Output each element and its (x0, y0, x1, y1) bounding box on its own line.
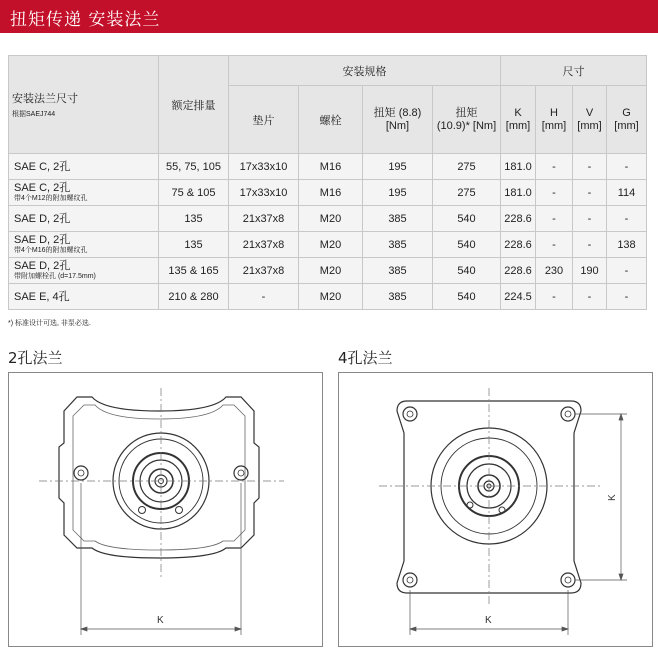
header-v (573, 86, 607, 154)
table-row (9, 258, 647, 284)
cell-displacement: 135 (159, 232, 229, 258)
cell-torque-109: 540 (433, 258, 501, 284)
header-flange-size-label: 安装法兰尺寸 (12, 93, 78, 105)
cell-torque-109: 540 (433, 232, 501, 258)
size-label: SAE D, 2孔 (14, 234, 71, 246)
cell-k: 181.0 (501, 180, 536, 206)
cell-shim: 21x37x8 (229, 232, 299, 258)
size-label: SAE E, 4孔 (14, 290, 70, 303)
size-note: 带附加螺栓孔 (d=17.5mm) (14, 273, 96, 280)
table-footnote: *) 标准设计可选, 非泵必选. (8, 320, 91, 327)
header-g-line1: G (622, 106, 631, 119)
cell-g: 138 (607, 232, 647, 258)
cell-v: - (573, 180, 607, 206)
cell-h: - (536, 154, 573, 180)
header-h-line2: [mm] (541, 119, 567, 132)
table-row (9, 154, 647, 180)
cell-g: - (607, 258, 647, 284)
header-bolt: 螺栓 (299, 86, 363, 154)
header-group-mounting: 安装规格 (229, 56, 501, 86)
dim-k-label-vertical: K (607, 494, 618, 501)
table-row (9, 206, 647, 232)
corner-hole-tr-icon (561, 407, 575, 421)
flange-inner-outline (73, 405, 245, 550)
header-torque-88 (363, 86, 433, 154)
cell-bolt: M20 (299, 206, 363, 232)
cell-bolt: M16 (299, 180, 363, 206)
cell-displacement: 75 & 105 (159, 180, 229, 206)
size-label: SAE C, 2孔 (14, 160, 71, 173)
corner-hole-bl-icon (403, 573, 417, 587)
cell-torque-109: 275 (433, 180, 501, 206)
header-torque-109 (433, 86, 501, 154)
header-flange-size (9, 56, 159, 154)
header-torque-88-line2: [Nm] (385, 119, 410, 132)
cell-shim: 21x37x8 (229, 206, 299, 232)
cell-k: 228.6 (501, 232, 536, 258)
bolt-hole-right-icon (234, 466, 248, 480)
cell-torque-109: 275 (433, 154, 501, 180)
cell-displacement: 135 & 165 (159, 258, 229, 284)
cell-bolt: M20 (299, 284, 363, 310)
cell-h: - (536, 284, 573, 310)
corner-hole-br-icon (561, 573, 575, 587)
cell-torque-88: 195 (363, 180, 433, 206)
cell-v: - (573, 284, 607, 310)
cell-torque-109: 540 (433, 206, 501, 232)
cell-k: 181.0 (501, 154, 536, 180)
cell-shim: 17x33x10 (229, 180, 299, 206)
cell-bolt: M16 (299, 154, 363, 180)
table-row (9, 284, 647, 310)
cell-torque-88: 385 (363, 206, 433, 232)
bolt-hole-left-icon (74, 466, 88, 480)
corner-hole-tl-icon (403, 407, 417, 421)
cell-shim: - (229, 284, 299, 310)
header-h (536, 86, 573, 154)
header-h-line1: H (550, 106, 558, 119)
table-row (9, 180, 647, 206)
cell-shim: 17x33x10 (229, 154, 299, 180)
cell-displacement: 55, 75, 105 (159, 154, 229, 180)
cell-h: - (536, 206, 573, 232)
cell-h: - (536, 232, 573, 258)
flange-spec-table (8, 55, 647, 310)
cell-size (9, 180, 159, 206)
cell-h: - (536, 180, 573, 206)
cell-bolt: M20 (299, 258, 363, 284)
size-label: SAE D, 2孔 (14, 212, 71, 225)
two-hole-flange-svg (9, 373, 324, 648)
cell-torque-88: 385 (363, 258, 433, 284)
table-row (9, 232, 647, 258)
header-g (607, 86, 647, 154)
four-hole-flange-svg (339, 373, 654, 648)
size-label: SAE C, 2孔 (14, 182, 71, 194)
four-hole-flange-drawing (338, 372, 653, 647)
header-shim: 垫片 (229, 86, 299, 154)
cell-torque-88: 385 (363, 232, 433, 258)
cell-displacement: 210 & 280 (159, 284, 229, 310)
title-banner (0, 0, 658, 33)
header-group-dimensions: 尺寸 (501, 56, 647, 86)
cell-size (9, 206, 159, 232)
cell-torque-88: 195 (363, 154, 433, 180)
header-k-line1: K (514, 106, 522, 119)
cell-k: 228.6 (501, 206, 536, 232)
cell-k: 224.5 (501, 284, 536, 310)
header-v-line1: V (585, 106, 594, 119)
header-k (501, 86, 536, 154)
header-displacement: 额定排量 (159, 56, 229, 154)
dim-k-label: K (485, 615, 492, 626)
size-note: 带4个M12的附加螺纹孔 (14, 195, 88, 202)
size-label: SAE D, 2孔 (14, 260, 71, 272)
header-torque-88-line1: 扭矩 (8.8) (373, 106, 422, 119)
cell-size (9, 284, 159, 310)
header-flange-size-note: 根据SAEJ744 (12, 111, 56, 118)
header-torque-109-line1: 扭矩 (455, 106, 478, 119)
cell-bolt: M20 (299, 232, 363, 258)
cell-torque-88: 385 (363, 284, 433, 310)
cell-size (9, 232, 159, 258)
size-note: 带4个M16的附加螺纹孔 (14, 247, 88, 254)
cell-h: 230 (536, 258, 573, 284)
cell-g: - (607, 154, 647, 180)
header-v-line2: [mm] (577, 119, 602, 132)
cell-torque-109: 540 (433, 284, 501, 310)
page-title: 扭矩传递 安装法兰 (10, 10, 161, 30)
cell-k: 228.6 (501, 258, 536, 284)
flange-outline (59, 397, 259, 558)
cell-displacement: 135 (159, 206, 229, 232)
dim-k-label: K (157, 615, 164, 626)
cell-g: 114 (607, 180, 647, 206)
header-k-line2: [mm] (505, 119, 531, 132)
cell-g: - (607, 284, 647, 310)
four-hole-flange-title: 4孔法兰 (338, 349, 393, 367)
cell-v: - (573, 206, 607, 232)
cell-v: - (573, 232, 607, 258)
cell-g: - (607, 206, 647, 232)
two-hole-flange-title: 2孔法兰 (8, 349, 63, 367)
cell-shim: 21x37x8 (229, 258, 299, 284)
header-g-line2: [mm] (614, 119, 639, 132)
two-hole-flange-drawing (8, 372, 323, 647)
header-torque-109-line2: (10.9)* [Nm] (436, 119, 497, 132)
cell-v: - (573, 154, 607, 180)
cell-size (9, 258, 159, 284)
cell-v: 190 (573, 258, 607, 284)
cell-size (9, 154, 159, 180)
